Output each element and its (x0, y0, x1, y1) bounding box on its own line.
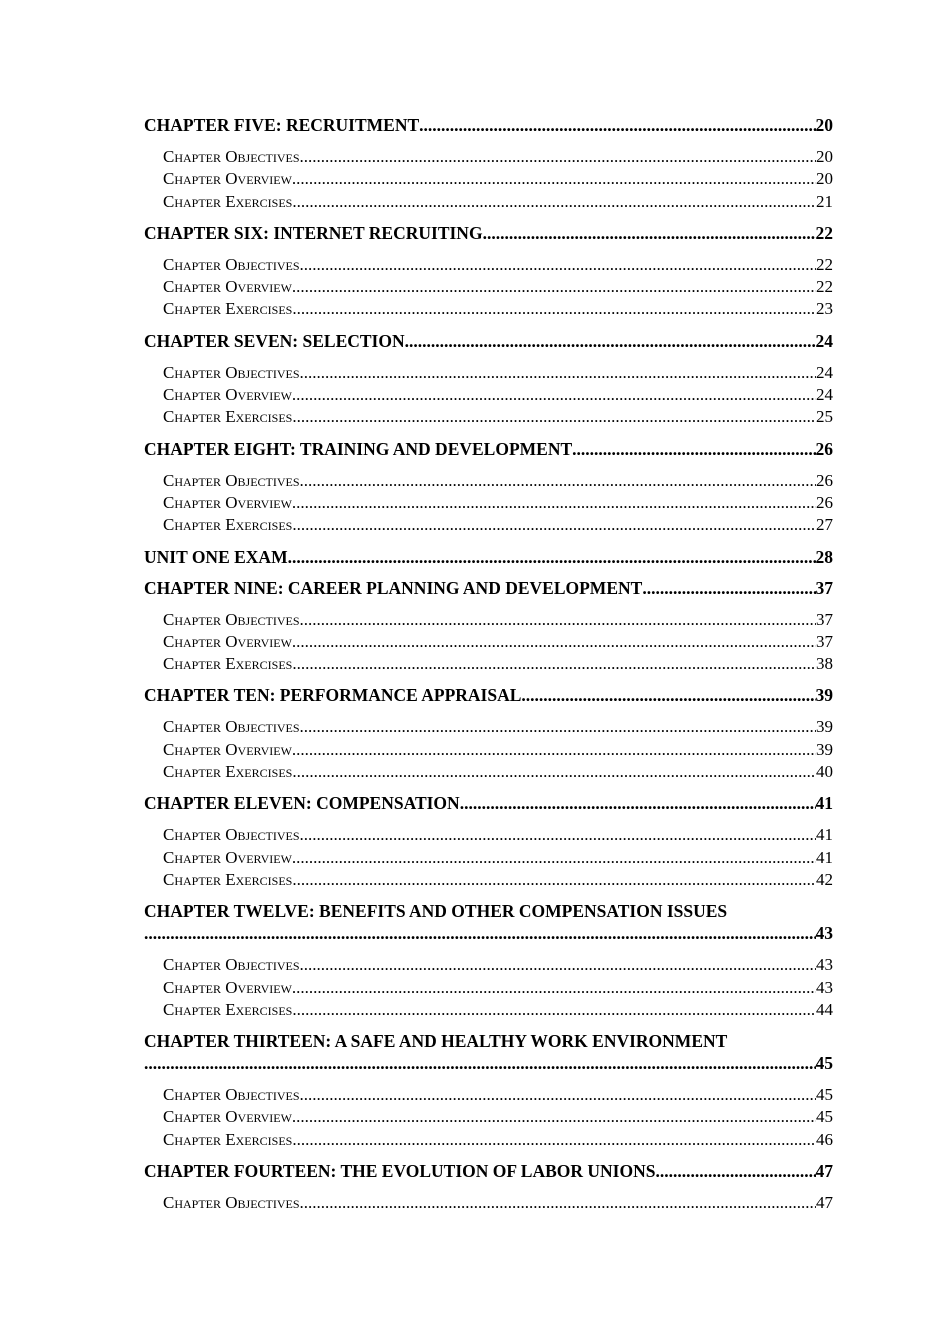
toc-subsection-entry[interactable] (163, 470, 833, 492)
toc-chapter-leader[interactable] (144, 1052, 833, 1074)
dot-leader (292, 406, 816, 428)
toc-subsection-entry-title: Chapter Exercises (163, 515, 293, 535)
toc-subsection-entry-title: Chapter Overview (163, 169, 292, 189)
toc-subsection-entry[interactable] (163, 406, 833, 428)
toc-subsection-entry-title: Chapter Objectives (163, 825, 300, 845)
toc-chapter-entry[interactable] (144, 900, 833, 944)
toc-subsection-entry[interactable] (163, 999, 833, 1021)
toc-subsection-entry-title: Chapter Overview (163, 977, 292, 997)
toc-subsection-entry[interactable] (163, 847, 833, 869)
dot-leader (292, 514, 816, 536)
toc-chapter-entry[interactable] (144, 330, 833, 352)
dot-leader (300, 254, 816, 276)
toc-chapter-title: CHAPTER THIRTEEN: A SAFE AND HEALTHY WORK ENVIRONMENT (144, 1031, 728, 1052)
toc-subsection-entry-page: 25 (816, 407, 833, 427)
toc-subsection-entry-page: 22 (816, 277, 833, 297)
toc-subsection-entry-page: 44 (816, 999, 833, 1019)
toc-subsection-entry-page: 43 (816, 977, 833, 997)
toc-subsection-entry-page: 24 (816, 362, 833, 382)
toc-chapter-entry-title: CHAPTER EIGHT: TRAINING AND DEVELOPMENT (144, 438, 573, 459)
dot-leader (292, 276, 816, 298)
toc-subsection-entry-title: Chapter Objectives (163, 362, 300, 382)
toc-subsection-group (144, 824, 833, 891)
toc-chapter-entry[interactable] (144, 222, 833, 244)
toc-chapter-entry-title: CHAPTER SEVEN: SELECTION (144, 330, 405, 351)
toc-chapter-entry[interactable] (144, 577, 833, 599)
toc-chapter-entry[interactable] (144, 684, 833, 706)
toc-chapter-entry[interactable] (144, 1160, 833, 1182)
toc-subsection-group (144, 609, 833, 676)
toc-subsection-entry[interactable] (163, 254, 833, 276)
toc-subsection-entry[interactable] (163, 716, 833, 738)
toc-subsection-entry-title: Chapter Overview (163, 847, 292, 867)
dot-leader (300, 146, 816, 168)
toc-subsection-entry[interactable] (163, 146, 833, 168)
dot-leader (292, 384, 816, 406)
toc-subsection-entry-page: 37 (816, 631, 833, 651)
dot-leader (460, 792, 816, 814)
dot-leader (292, 1106, 816, 1128)
dot-leader (292, 631, 816, 653)
toc-subsection-entry[interactable] (163, 492, 833, 514)
dot-leader (292, 298, 816, 320)
toc-chapter-entry-title: CHAPTER FIVE: RECRUITMENT (144, 115, 420, 135)
toc-chapter-leader-page: 45 (815, 1053, 833, 1074)
dot-leader (405, 330, 816, 352)
toc-subsection-entry-title: Chapter Exercises (163, 999, 293, 1019)
toc-subsection-entry-page: 47 (816, 1193, 833, 1213)
dot-leader (521, 684, 815, 706)
toc-subsection-entry-page: 41 (816, 847, 833, 867)
toc-chapter-entry-page: 28 (815, 546, 833, 567)
toc-subsection-entry-page: 20 (816, 147, 833, 166)
toc-subsection-entry-page: 23 (816, 299, 833, 319)
toc-subsection-entry[interactable] (163, 977, 833, 999)
toc-subsection-entry[interactable] (163, 824, 833, 846)
toc-subsection-entry-title: Chapter Objectives (163, 955, 300, 975)
toc-chapter-title: CHAPTER TWELVE: BENEFITS AND OTHER COMPENSATION ISSUES (144, 901, 728, 922)
toc-subsection-entry[interactable] (163, 1106, 833, 1128)
dot-leader (300, 1192, 816, 1214)
toc-chapter-entry-title: CHAPTER FOURTEEN: THE EVOLUTION OF LABOR UNIONS (144, 1161, 656, 1182)
toc-subsection-group (144, 362, 833, 429)
toc-subsection-entry-page: 41 (816, 825, 833, 845)
toc-subsection-entry-title: Chapter Exercises (163, 407, 293, 427)
dot-leader (300, 609, 816, 631)
toc-subsection-entry-title: Chapter Overview (163, 739, 292, 759)
toc-chapter-entry-title: CHAPTER SIX: INTERNET RECRUITING (144, 222, 483, 243)
toc-subsection-entry-page: 39 (816, 739, 833, 759)
toc-subsection-entry-title: Chapter Exercises (163, 654, 293, 674)
dot-leader (655, 1160, 815, 1182)
dot-leader (292, 869, 816, 891)
toc-subsection-entry[interactable] (163, 954, 833, 976)
toc-subsection-entry-title: Chapter Exercises (163, 191, 293, 211)
toc-chapter-entry-title: UNIT ONE EXAM (144, 546, 288, 567)
toc-subsection-entry-title: Chapter Exercises (163, 869, 293, 889)
table-of-contents (144, 114, 833, 1214)
dot-leader (292, 191, 816, 213)
toc-subsection-entry-page: 26 (816, 492, 833, 512)
toc-subsection-entry-page: 46 (816, 1129, 833, 1149)
toc-chapter-entry[interactable] (144, 114, 833, 136)
toc-chapter-entry-title: CHAPTER NINE: CAREER PLANNING AND DEVELOPMENT (144, 577, 643, 598)
toc-subsection-entry-title: Chapter Objectives (163, 1193, 300, 1213)
dot-leader (292, 739, 816, 761)
toc-subsection-entry-page: 43 (816, 955, 833, 975)
toc-chapter-entry-title: CHAPTER ELEVEN: COMPENSATION (144, 793, 460, 814)
dot-leader (483, 222, 816, 244)
toc-subsection-entry-title: Chapter Objectives (163, 147, 300, 166)
dot-leader (292, 492, 816, 514)
toc-subsection-entry-page: 37 (816, 609, 833, 629)
dot-leader (292, 761, 816, 783)
toc-subsection-entry[interactable] (163, 653, 833, 675)
toc-subsection-entry-page: 27 (816, 515, 833, 535)
toc-subsection-entry-title: Chapter Objectives (163, 717, 300, 737)
dot-leader (300, 1084, 816, 1106)
toc-chapter-entry-page: 41 (815, 793, 833, 814)
toc-chapter-entry[interactable] (144, 546, 833, 568)
toc-subsection-entry-title: Chapter Overview (163, 277, 292, 297)
toc-subsection-entry[interactable] (163, 739, 833, 761)
toc-chapter-entry-page: 37 (815, 577, 833, 598)
toc-subsection-entry[interactable] (163, 1129, 833, 1151)
toc-chapter-entry-page: 20 (815, 115, 833, 135)
dot-leader (288, 546, 816, 568)
toc-subsection-entry[interactable] (163, 514, 833, 536)
dot-leader (300, 716, 816, 738)
toc-subsection-entry[interactable] (163, 298, 833, 320)
dot-leader (300, 954, 816, 976)
toc-subsection-entry-title: Chapter Objectives (163, 1085, 300, 1105)
dot-leader (292, 999, 816, 1021)
toc-subsection-entry-page: 42 (816, 869, 833, 889)
toc-subsection-entry[interactable] (163, 168, 833, 190)
toc-subsection-entry[interactable] (163, 1084, 833, 1106)
toc-chapter-entry-page: 39 (815, 685, 833, 706)
toc-chapter-entry-page: 47 (815, 1161, 833, 1182)
dot-leader (300, 362, 816, 384)
toc-chapter-entry[interactable] (144, 1030, 833, 1074)
toc-subsection-entry[interactable] (163, 761, 833, 783)
toc-subsection-entry[interactable] (163, 609, 833, 631)
toc-subsection-group (144, 1084, 833, 1151)
toc-subsection-group (144, 716, 833, 783)
dot-leader (419, 114, 815, 136)
toc-subsection-entry-title: Chapter Objectives (163, 470, 300, 490)
dot-leader (144, 922, 816, 944)
dot-leader (292, 168, 816, 190)
toc-chapter-entry-page: 26 (815, 438, 833, 459)
toc-subsection-group (144, 146, 833, 213)
toc-subsection-entry-page: 26 (816, 470, 833, 490)
toc-subsection-entry-page: 21 (816, 191, 833, 211)
toc-subsection-entry-page: 40 (816, 762, 833, 782)
toc-subsection-entry[interactable] (163, 384, 833, 406)
toc-subsection-entry-title: Chapter Overview (163, 631, 292, 651)
toc-subsection-entry[interactable] (163, 631, 833, 653)
toc-chapter-entry-page: 24 (815, 330, 833, 351)
toc-subsection-entry-page: 24 (816, 385, 833, 405)
toc-subsection-entry-title: Chapter Exercises (163, 762, 293, 782)
toc-subsection-entry[interactable] (163, 276, 833, 298)
dot-leader (642, 577, 815, 599)
toc-subsection-entry-title: Chapter Objectives (163, 254, 300, 274)
dot-leader (292, 847, 816, 869)
toc-subsection-entry[interactable] (163, 191, 833, 213)
toc-subsection-entry-page: 39 (816, 717, 833, 737)
toc-chapter-entry-title: CHAPTER TEN: PERFORMANCE APPRAISAL (144, 685, 522, 706)
dot-leader (144, 1052, 816, 1074)
toc-subsection-entry-title: Chapter Exercises (163, 1129, 293, 1149)
toc-subsection-group (144, 1192, 833, 1214)
toc-subsection-group (144, 254, 833, 321)
dot-leader (572, 438, 815, 460)
dot-leader (292, 653, 816, 675)
toc-subsection-entry[interactable] (163, 1192, 833, 1214)
toc-subsection-group (144, 470, 833, 537)
toc-subsection-entry-title: Chapter Overview (163, 492, 292, 512)
toc-subsection-entry-page: 38 (816, 654, 833, 674)
toc-chapter-entry-page: 22 (815, 222, 833, 243)
dot-leader (300, 824, 816, 846)
toc-subsection-entry-page: 22 (816, 254, 833, 274)
toc-subsection-entry-title: Chapter Exercises (163, 299, 293, 319)
toc-subsection-entry-page: 45 (816, 1085, 833, 1105)
toc-subsection-group (144, 954, 833, 1021)
toc-subsection-entry-title: Chapter Objectives (163, 609, 300, 629)
toc-chapter-leader[interactable] (144, 922, 833, 944)
toc-subsection-entry-page: 20 (816, 169, 833, 189)
dot-leader (300, 470, 816, 492)
toc-chapter-leader-page: 43 (815, 923, 833, 944)
toc-chapter-entry[interactable] (144, 438, 833, 460)
toc-subsection-entry-page: 45 (816, 1107, 833, 1127)
toc-subsection-entry-title: Chapter Overview (163, 385, 292, 405)
toc-subsection-entry[interactable] (163, 869, 833, 891)
dot-leader (292, 977, 816, 999)
toc-chapter-entry[interactable] (144, 792, 833, 814)
dot-leader (292, 1129, 816, 1151)
toc-subsection-entry[interactable] (163, 362, 833, 384)
toc-subsection-entry-title: Chapter Overview (163, 1107, 292, 1127)
